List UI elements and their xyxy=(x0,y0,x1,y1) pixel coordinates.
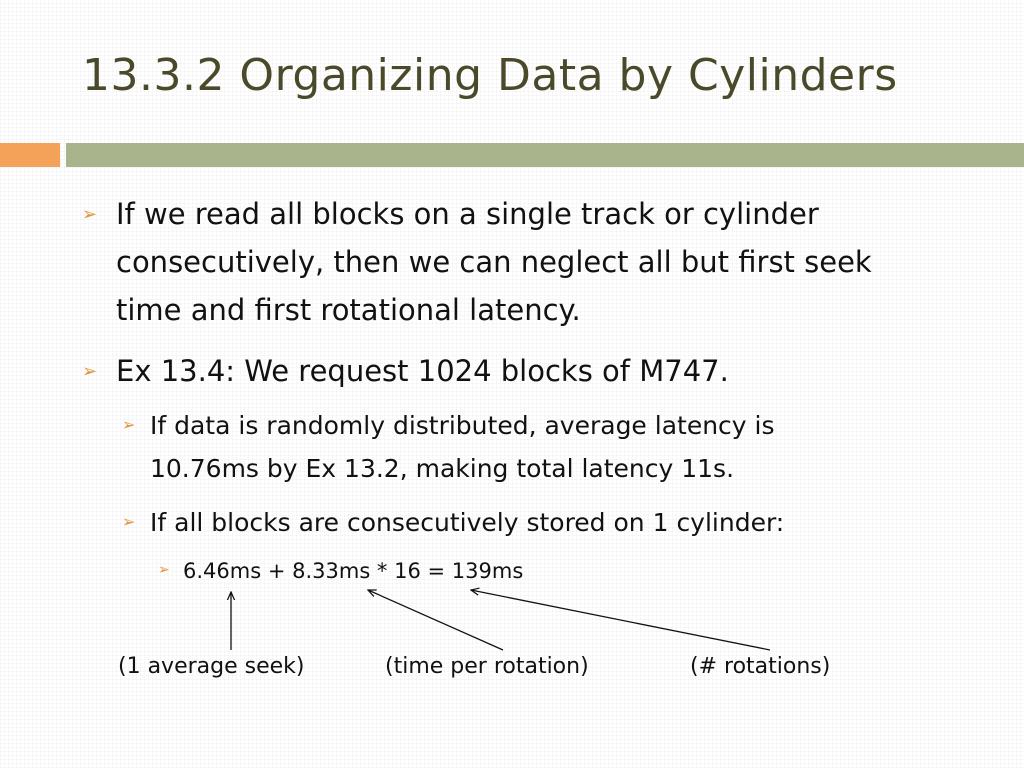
annotation-rotation-time: (time per rotation) xyxy=(385,654,589,679)
rotations-arrow xyxy=(471,590,770,650)
annotation-rotations: (# rotations) xyxy=(690,654,831,679)
bullet-arrow-icon: ➢ xyxy=(82,361,98,382)
sub-bullet-2: If all blocks are consecutively stored on 1 cylinder: xyxy=(150,508,785,537)
sub-sub-bullet-arrow-icon: ➢ xyxy=(158,562,170,578)
bullet-2: Ex 13.4: We request 1024 blocks of M747. xyxy=(116,354,729,388)
bullet-1-line-1: If we read all blocks on a single track or cylinder xyxy=(116,197,819,231)
sub-bullet-arrow-icon: ➢ xyxy=(122,512,136,531)
sub-bullet-arrow-icon: ➢ xyxy=(122,415,136,434)
sub-bullet-1-line-2: 10.76ms by Ex 13.2, making total latency 11s. xyxy=(150,454,735,483)
rotation-time-arrow xyxy=(368,590,503,650)
formula-text: 6.46ms + 8.33ms * 16 = 139ms xyxy=(183,559,524,583)
sub-bullet-1-line-1: If data is randomly distributed, average latency is xyxy=(150,411,775,440)
bullet-1-line-3: time and first rotational latency. xyxy=(116,293,581,327)
bullet-arrow-icon: ➢ xyxy=(82,204,98,225)
bullet-1-line-2: consecutively, then we can neglect all but first seek xyxy=(116,245,872,279)
slide-title: 13.3.2 Organizing Data by Cylinders xyxy=(82,50,898,101)
annotation-seek: (1 average seek) xyxy=(118,654,305,679)
